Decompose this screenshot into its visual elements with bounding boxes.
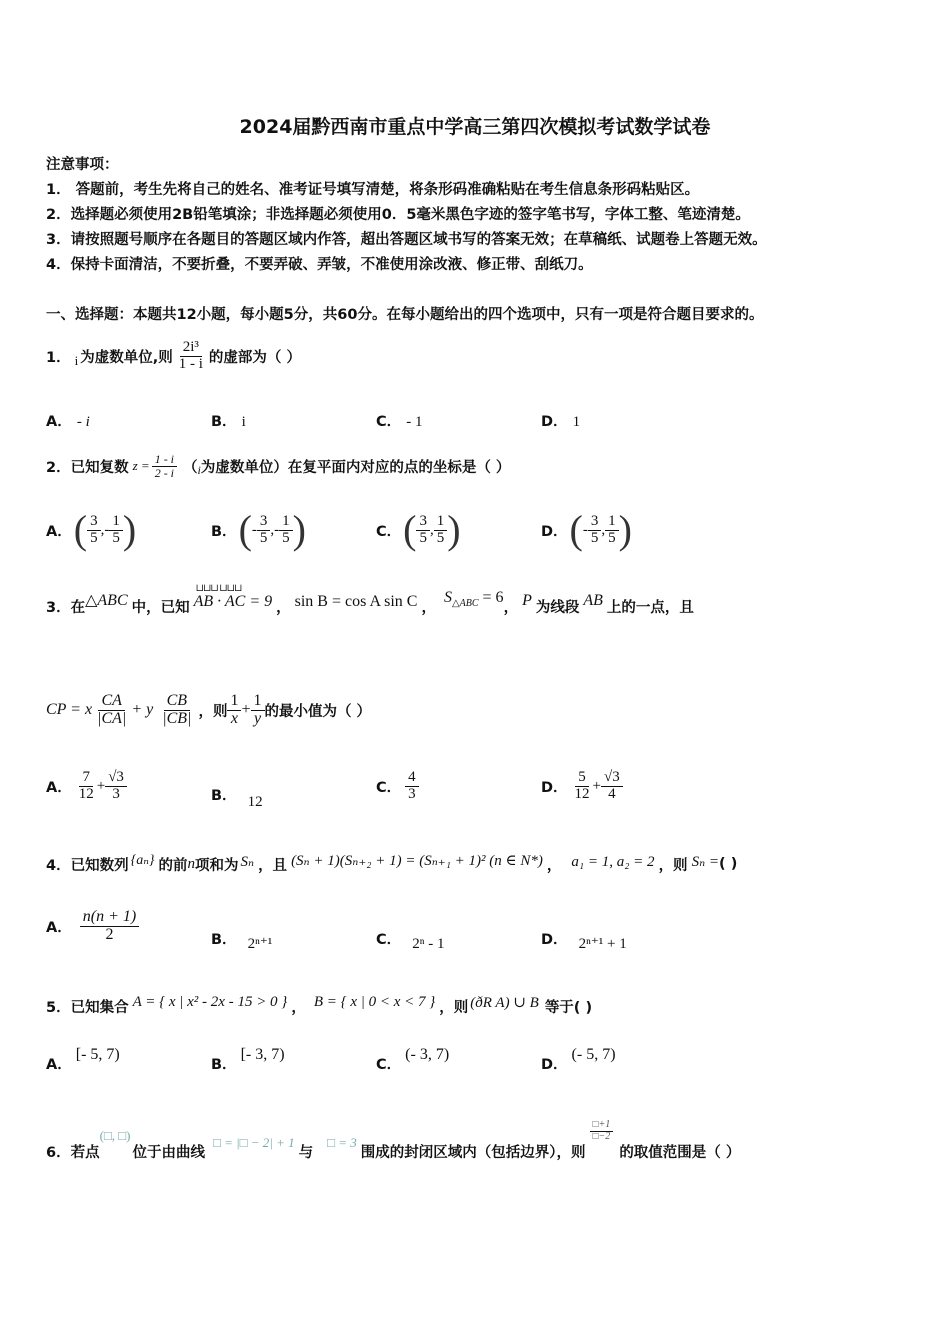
fraction-numerator: √3 bbox=[601, 770, 623, 787]
separator: ， bbox=[421, 599, 436, 616]
fraction-numerator: 1 - i bbox=[152, 453, 177, 467]
option-value: - i bbox=[76, 414, 90, 430]
question-number: 6．若点 bbox=[46, 1144, 100, 1161]
sequence: {aₙ} bbox=[130, 852, 155, 868]
option-a bbox=[46, 410, 90, 431]
right-paren: ) bbox=[618, 507, 632, 552]
question-text: 的前 bbox=[158, 857, 188, 874]
question-number: 2．已知复数 bbox=[46, 459, 129, 476]
option-value: - 1 bbox=[406, 414, 423, 430]
option-label: D． bbox=[541, 779, 568, 796]
set-a: A = { x | x² - 2x - 15 > 0 } bbox=[132, 993, 288, 1010]
option-label: A． bbox=[46, 779, 72, 796]
option-b bbox=[211, 784, 263, 810]
left-paren: ( bbox=[238, 507, 252, 552]
fraction-numerator: 3 bbox=[588, 514, 602, 531]
section-heading: 一、选择题：本题共12小题，每小题5分，共60分。在每小题给出的四个选项中，只有一项是符合题目要求的。 bbox=[46, 307, 764, 323]
question-text: 上的一点，且 bbox=[606, 599, 694, 616]
fraction bbox=[80, 909, 139, 944]
page-title: 2024届黔西南市重点中学高三第四次模拟考试数学试卷 bbox=[239, 116, 711, 138]
option-value: [- 5, 7) bbox=[75, 1046, 120, 1063]
vector-cp: CP = x bbox=[46, 701, 93, 718]
notice-item: 4．保持卡面清洁，不要折叠，不要弄破、弄皱，不准使用涂改液、修正带、刮纸刀。 bbox=[46, 257, 593, 273]
fraction-denominator: 1 - i bbox=[178, 355, 203, 372]
question-6 bbox=[46, 1112, 740, 1164]
vector-arrow-icon: ⊔⊔⊔ ⊔⊔⊔ bbox=[195, 583, 242, 594]
sign: - bbox=[582, 521, 588, 538]
question-text: 项和为 bbox=[194, 857, 239, 874]
imag-unit: i bbox=[197, 462, 201, 477]
option-d: D． $\frac{5}{12}$ + $\frac{√3}{4}$ bbox=[541, 762, 623, 810]
fraction-numerator: 4 bbox=[405, 770, 419, 787]
fraction bbox=[572, 770, 593, 803]
fraction bbox=[176, 340, 206, 373]
point-xy: (□, □) bbox=[99, 1128, 131, 1143]
fraction-denominator: |CA| bbox=[97, 709, 127, 727]
fraction-denominator: x bbox=[230, 709, 239, 727]
fraction-denominator: 4 bbox=[608, 785, 616, 802]
option-b bbox=[211, 1044, 285, 1074]
fraction-numerator: □+1 bbox=[590, 1120, 614, 1132]
fraction bbox=[105, 770, 127, 803]
fraction-denominator: 3 bbox=[112, 785, 120, 802]
fraction-numerator: 5 bbox=[575, 770, 589, 787]
option-d bbox=[541, 928, 627, 952]
fraction-numerator: 1 bbox=[434, 514, 448, 531]
option-c bbox=[376, 1044, 449, 1074]
option-value: 2ⁿ⁺¹ bbox=[247, 936, 273, 952]
option-label: D． bbox=[541, 414, 568, 430]
question-text: 的取值范围是（ ） bbox=[619, 1144, 741, 1161]
fraction-denominator: 5 bbox=[90, 529, 98, 546]
question-text: 中，已知 bbox=[131, 599, 190, 616]
left-paren: ( bbox=[569, 507, 583, 552]
fraction-numerator: 1 bbox=[227, 693, 241, 711]
question-text: 为虚数单位）在复平面内对应的点的坐标是（ ） bbox=[200, 459, 511, 476]
option-label: D． bbox=[541, 932, 568, 948]
option-value: (- 3, 7) bbox=[405, 1046, 450, 1063]
option-c bbox=[376, 410, 423, 431]
fraction bbox=[87, 514, 101, 547]
fraction-denominator: 5 bbox=[436, 529, 445, 546]
fraction-denominator: 2 - i bbox=[154, 465, 175, 480]
option-a bbox=[46, 1044, 120, 1074]
option-value: 12 bbox=[247, 794, 263, 810]
fraction bbox=[405, 770, 419, 803]
fraction bbox=[588, 514, 602, 547]
option-label: C． bbox=[376, 779, 402, 796]
fraction-denominator: y bbox=[253, 709, 262, 727]
option-a bbox=[46, 902, 139, 950]
fraction-denominator: 5 bbox=[259, 529, 268, 546]
fraction-numerator: n(n + 1) bbox=[80, 909, 139, 927]
set-b: B = { x | 0 < x < 7 } bbox=[313, 993, 436, 1010]
notice-heading: 注意事项： bbox=[46, 157, 119, 173]
fraction bbox=[76, 770, 97, 803]
fraction-denominator: |CB| bbox=[162, 709, 192, 727]
fraction-numerator: 1 bbox=[605, 514, 619, 531]
option-label: C． bbox=[376, 1057, 402, 1073]
option-value: [- 3, 7) bbox=[240, 1046, 285, 1063]
option-label: B． bbox=[211, 788, 237, 804]
option-c bbox=[376, 762, 419, 810]
option-a: A． $\frac{7}{12}$ + $\frac{√3}{3}$ bbox=[46, 762, 127, 810]
option-label: D． bbox=[541, 523, 568, 540]
point-p: P bbox=[522, 592, 532, 609]
fraction-numerator: CB bbox=[164, 693, 190, 711]
fraction bbox=[416, 514, 430, 547]
option-d: D． ( - $\frac{3}{5}$ , $\frac{1}{5}$ ) bbox=[541, 507, 632, 552]
right-paren: ) bbox=[447, 507, 461, 552]
fraction-numerator: CA bbox=[98, 693, 124, 711]
question-5 bbox=[46, 986, 592, 1026]
fraction bbox=[257, 514, 271, 547]
sum-sn: Sₙ bbox=[240, 853, 255, 870]
question-number: 5．已知集合 bbox=[46, 999, 129, 1016]
fraction bbox=[605, 514, 619, 547]
plus-sign: + bbox=[241, 701, 251, 718]
fraction bbox=[590, 1120, 614, 1142]
sign: - bbox=[274, 521, 280, 538]
fraction-numerator: 2i³ bbox=[180, 340, 202, 357]
fraction-numerator: 1 bbox=[279, 514, 293, 531]
question-text: 位于由曲线 bbox=[132, 1144, 205, 1161]
fraction-denominator: 5 bbox=[419, 529, 427, 546]
option-label: C． bbox=[376, 932, 402, 948]
option-label: D． bbox=[541, 1057, 568, 1073]
triangle-abc: △ABC bbox=[85, 592, 128, 609]
fraction-numerator: 3 bbox=[87, 514, 101, 531]
option-b: B． ( - $\frac{3}{5}$ , - $\frac{1}{5}$ ) bbox=[211, 507, 306, 552]
option-label: A． bbox=[46, 523, 72, 540]
trig-equation: sin B = cos A sin C bbox=[294, 593, 418, 610]
separator: ， bbox=[291, 999, 306, 1016]
right-paren: ) bbox=[122, 507, 137, 552]
separator: ， bbox=[276, 599, 291, 616]
left-paren: ( bbox=[73, 507, 88, 552]
fraction-denominator: □−2 bbox=[592, 1130, 611, 1142]
fraction-denominator: 12 bbox=[574, 785, 590, 802]
question-3 bbox=[46, 584, 694, 628]
question-text: ，则 bbox=[658, 857, 688, 874]
option-value: 1 bbox=[572, 414, 581, 430]
question-text: （ bbox=[183, 459, 198, 476]
line-equation: □ = 3 bbox=[327, 1135, 357, 1150]
option-label: C． bbox=[376, 523, 402, 540]
initial-values: a₁ = 1, a₂ = 2 bbox=[571, 853, 655, 870]
option-b bbox=[211, 928, 273, 952]
option-label: B． bbox=[211, 414, 237, 430]
fraction bbox=[227, 693, 241, 728]
fraction-denominator: 12 bbox=[78, 785, 94, 802]
fraction bbox=[434, 514, 448, 547]
question-text: 的虚部为（ ） bbox=[208, 349, 301, 366]
option-label: C． bbox=[376, 414, 402, 430]
option-label: B． bbox=[211, 932, 237, 948]
option-value: 2ⁿ⁺¹ + 1 bbox=[578, 936, 627, 952]
imag-unit: i bbox=[74, 353, 79, 368]
question-text: 围成的封闭区域内（包括边界），则 bbox=[360, 1144, 586, 1161]
question-text: 与 bbox=[298, 1144, 314, 1161]
question-4 bbox=[46, 846, 737, 882]
option-label: A． bbox=[46, 414, 72, 430]
option-d bbox=[541, 410, 580, 431]
separator: ， bbox=[546, 857, 562, 874]
fraction bbox=[279, 514, 293, 547]
option-label: B． bbox=[211, 523, 237, 540]
recurrence-equation: (Sₙ + 1)(Sₙ₊₂ + 1) = (Sₙ₊₁ + 1)² (n ∈ N*) bbox=[291, 852, 543, 869]
option-value: (- 5, 7) bbox=[571, 1046, 616, 1063]
option-value: 2ⁿ - 1 bbox=[412, 936, 445, 952]
option-label: B． bbox=[211, 1057, 237, 1073]
option-d bbox=[541, 1044, 616, 1074]
curve-equation: □ = |□ − 2| + 1 bbox=[212, 1135, 295, 1150]
option-a: A． ( $\frac{3}{5}$ , - $\frac{1}{5}$ ) bbox=[46, 507, 137, 552]
option-label: A． bbox=[46, 1057, 72, 1073]
sign: - bbox=[104, 521, 110, 538]
fraction-numerator: 3 bbox=[416, 514, 430, 531]
fraction-denominator: 2 bbox=[105, 925, 114, 943]
option-c bbox=[376, 928, 445, 952]
plus-y: + y bbox=[131, 701, 154, 718]
question-text: ( ) bbox=[719, 856, 738, 872]
separator: ， bbox=[503, 599, 519, 616]
notice-item: 1． 答题前，考生先将自己的姓名、准考证号填写清楚，将条形码准确粘贴在考生信息条形码粘贴区。 bbox=[46, 182, 700, 198]
fraction-numerator: 1 bbox=[109, 514, 123, 531]
fraction-denominator: 5 bbox=[590, 529, 599, 546]
option-b bbox=[211, 410, 246, 431]
fraction-denominator: 5 bbox=[608, 529, 616, 546]
question-number: 4．已知数列 bbox=[46, 857, 129, 874]
notice-item: 2．选择题必须使用2B铅笔填涂；非选择题必须使用0．5毫米黑色字迹的签字笔书写，字体工整、笔迹清楚。 bbox=[46, 207, 750, 223]
fraction bbox=[152, 453, 177, 479]
set-expression: (ðR A) ∪ B bbox=[470, 994, 539, 1011]
question-text: 为线段 bbox=[535, 599, 580, 616]
fraction-numerator: 1 bbox=[251, 693, 265, 711]
fraction bbox=[94, 693, 129, 728]
option-label: A． bbox=[46, 919, 72, 936]
vector-dot-product: ⊔⊔⊔ ⊔⊔⊔ AB · AC = 9 bbox=[193, 583, 273, 610]
fraction bbox=[159, 693, 194, 728]
sign: - bbox=[251, 521, 257, 538]
question-3-condition bbox=[46, 680, 371, 740]
option-value: i bbox=[241, 414, 246, 430]
question-1 bbox=[46, 328, 301, 384]
question-text: 等于( ) bbox=[544, 999, 593, 1016]
question-number: 3．在 bbox=[46, 599, 86, 616]
question-text: ，且 bbox=[258, 857, 288, 874]
variable-n: n bbox=[187, 855, 195, 872]
question-text: ，则 bbox=[198, 703, 228, 720]
fraction bbox=[109, 514, 123, 547]
fraction-denominator: 3 bbox=[408, 785, 416, 802]
left-paren: ( bbox=[403, 507, 417, 552]
fraction-numerator: √3 bbox=[105, 770, 127, 787]
segment-ab: AB bbox=[583, 592, 603, 609]
fraction-numerator: 7 bbox=[79, 770, 93, 787]
fraction-denominator: 5 bbox=[112, 529, 120, 546]
question-text: 的最小值为（ ） bbox=[264, 703, 372, 720]
right-paren: ) bbox=[292, 507, 306, 552]
question-text: 为虚数单位,则 bbox=[80, 349, 173, 366]
variable-z: z = bbox=[132, 458, 150, 473]
question-number: 1． bbox=[46, 349, 71, 366]
fraction bbox=[251, 693, 265, 728]
fraction-numerator: 3 bbox=[257, 514, 271, 531]
area-expression: $S_{\triangle ABC} = 6$ bbox=[443, 588, 504, 610]
question-2 bbox=[46, 446, 510, 486]
question-text: ，则 bbox=[439, 999, 469, 1016]
notice-item: 3．请按照题号顺序在各题目的答题区域内作答，超出答题区域书写的答案无效；在草稿纸、试题卷上答题无效。 bbox=[46, 232, 767, 248]
option-c: C． ( $\frac{3}{5}$ , $\frac{1}{5}$ ) bbox=[376, 507, 461, 552]
fraction-denominator: 5 bbox=[282, 529, 290, 546]
sum-sn: Sₙ = bbox=[691, 853, 720, 870]
fraction bbox=[601, 770, 623, 803]
